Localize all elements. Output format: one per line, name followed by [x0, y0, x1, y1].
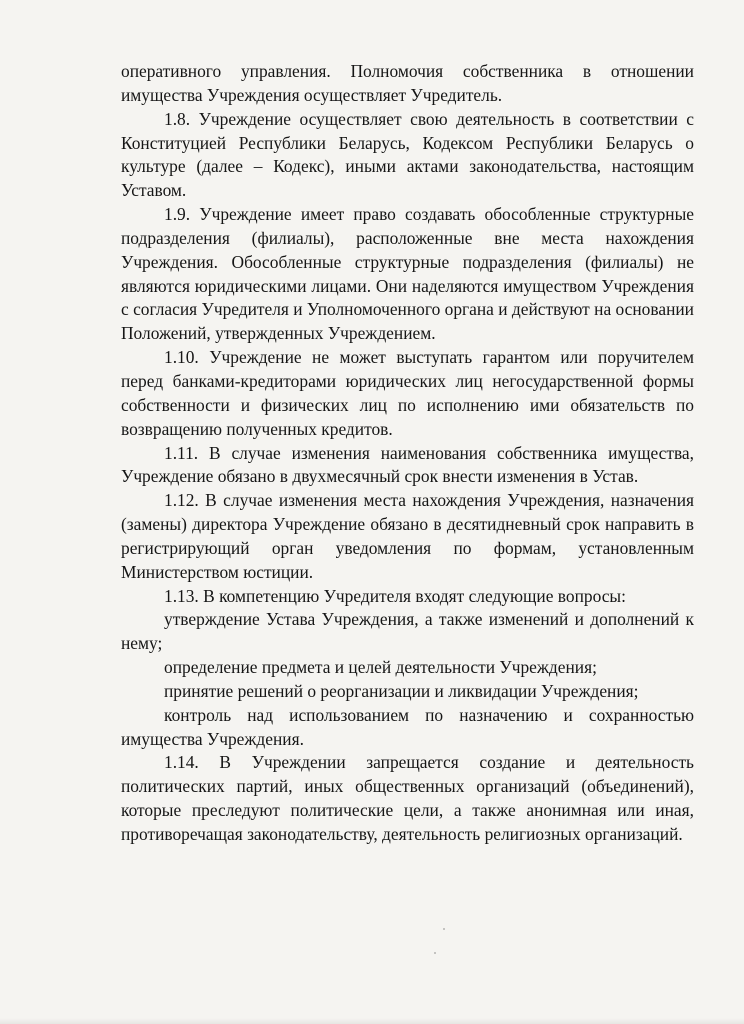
paragraph-1-9: 1.9. Учреждение имеет право создавать обособленные структурные подразделения (филиалы), расположенные вне места нахождения Учреждения. Обособленные структурные подразделения (филиалы) не являются юридическими лицами. Они наделяются имуществом Учреждения с согласия Учредителя и Уполномоченного органа и действуют на основании Положений, утвержденных Учреждением.	[121, 204, 694, 344]
scan-speck	[443, 928, 445, 930]
list-item-subject-goals: определение предмета и целей деятельности Учреждения;	[164, 657, 597, 678]
paragraph-1-14: 1.14. В Учреждении запрещается создание и деятельность политических партий, иных общественных организаций (объединений), которые преследуют политические цели, а также анонимная или иная, противоречащая законодательству, деятельность религиозных организаций.	[121, 752, 694, 844]
paragraph-1-8: 1.8. Учреждение осуществляет свою деятельность в соответствии с Конституцией Республики Беларусь, Кодексом Республики Беларусь о культуре (далее – Кодекс), иными актами законодательства, настоящим Уставом.	[121, 108, 694, 201]
paragraph-1-11: 1.11. В случае изменения наименования собственника имущества, Учреждение обязано в двухмесячный срок внести изменения в Устав.	[121, 442, 694, 487]
list-item-reorganization: принятие решений о реорганизации и ликвидации Учреждения;	[164, 680, 639, 701]
paragraph-1-13: 1.13. В компетенцию Учредителя входят следующие вопросы:	[164, 585, 626, 606]
list-item-charter-approval: утверждение Устава Учреждения, а также изменений и дополнений к нему;	[121, 609, 694, 654]
document-body	[121, 60, 694, 847]
scan-speck	[434, 952, 436, 954]
list-item-property-control: контроль над использованием по назначению и сохранностью имущества Учреждения.	[121, 704, 694, 749]
paragraph-1-10: 1.10. Учреждение не может выступать гарантом или поручителем перед банками-кредиторами юридических лиц негосударственной формы собственности и физических лиц по исполнению ими обязательств по возвращению полученных кредитов.	[121, 347, 694, 439]
scan-edge	[0, 1018, 744, 1024]
paragraph-continuation: оперативного управления. Полномочия собственника в отношении имущества Учреждения осуществляет Учредитель.	[121, 61, 694, 105]
paragraph-1-12: 1.12. В случае изменения места нахождения Учреждения, назначения (замены) директора Учреждение обязано в десятидневный срок направить в регистрирующий орган уведомления по формам, установленным Министерством юстиции.	[121, 490, 694, 582]
